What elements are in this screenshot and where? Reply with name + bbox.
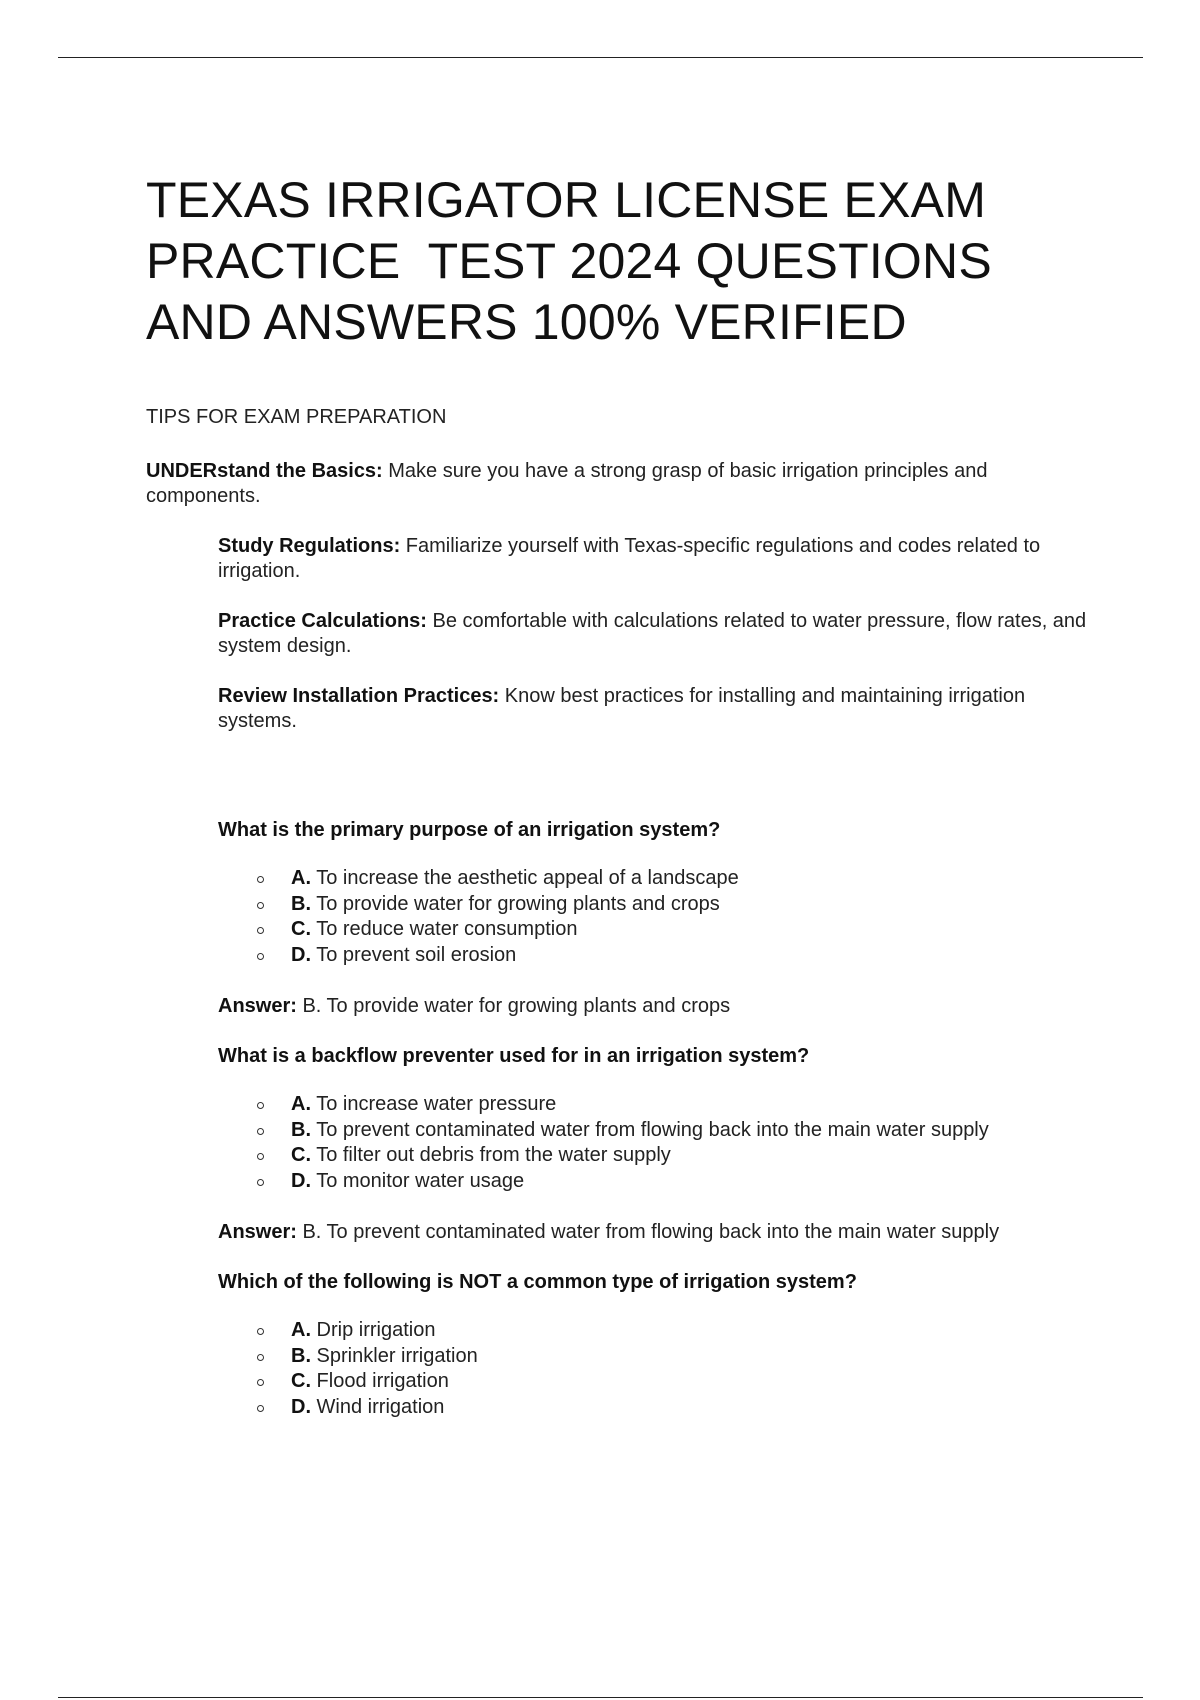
bottom-rule — [58, 1697, 1143, 1698]
option-text: To reduce water consumption — [311, 918, 578, 940]
circle-bullet-icon — [257, 927, 264, 934]
option-text: Drip irrigation — [311, 1319, 436, 1341]
option-letter: A. — [291, 867, 311, 889]
option-letter: D. — [291, 1169, 311, 1192]
option-letter: C. — [291, 1370, 311, 1392]
circle-bullet-icon — [257, 1379, 264, 1386]
question-1-answer — [218, 994, 730, 1019]
option-text: To provide water for growing plants and crops — [311, 892, 720, 915]
option-letter: B. — [291, 1344, 311, 1367]
answer-text: B. To provide water for growing plants and crops — [296, 995, 731, 1017]
option-text: To prevent soil erosion — [311, 943, 517, 966]
option-item — [218, 1169, 989, 1195]
option-item — [218, 1318, 478, 1344]
circle-bullet-icon — [257, 953, 264, 960]
top-rule — [58, 57, 1143, 58]
option-letter: D. — [291, 1395, 311, 1418]
option-item — [218, 1118, 989, 1144]
option-letter: A. — [291, 1093, 311, 1115]
tip-practice-calculations — [218, 609, 1108, 659]
tip-understand-basics — [146, 459, 1106, 509]
tip-review-installation — [218, 684, 1108, 734]
option-text: Flood irrigation — [311, 1370, 449, 1392]
circle-bullet-icon — [257, 1128, 264, 1135]
tip-label: Practice Calculations: — [218, 610, 427, 632]
option-letter: C. — [291, 918, 311, 940]
option-text: To filter out debris from the water supply — [311, 1144, 671, 1166]
option-item — [218, 1369, 478, 1395]
option-item — [218, 1092, 989, 1118]
circle-bullet-icon — [257, 876, 264, 883]
question-2: What is a backflow preventer used for in an irrigation system? — [218, 1045, 810, 1067]
circle-bullet-icon — [257, 902, 264, 909]
option-item — [218, 943, 739, 969]
option-item — [218, 1143, 989, 1169]
option-text: To prevent contaminated water from flowing back into the main water supply — [311, 1118, 989, 1141]
option-item — [218, 866, 739, 892]
tip-text: Familiarize yourself with Texas-specific regulations and codes related to irrigation. — [218, 535, 1041, 582]
tip-label: Study Regulations: — [218, 535, 401, 557]
question-3-options — [218, 1318, 478, 1420]
question-3: Which of the following is NOT a common type of irrigation system? — [218, 1271, 857, 1293]
option-letter: D. — [291, 943, 311, 966]
option-item — [218, 892, 739, 918]
option-letter: C. — [291, 1144, 311, 1166]
question-2-answer — [218, 1220, 999, 1245]
option-text: To increase water pressure — [311, 1093, 557, 1115]
question-1-options — [218, 866, 739, 968]
option-text: To increase the aesthetic appeal of a landscape — [311, 867, 739, 889]
tip-label: Review Installation Practices: — [218, 685, 500, 707]
answer-label: Answer: — [218, 995, 297, 1017]
tip-study-regulations — [218, 534, 1108, 584]
answer-text: B. To prevent contaminated water from flowing back into the main water supply — [296, 1221, 1000, 1243]
circle-bullet-icon — [257, 1179, 264, 1186]
question-1: What is the primary purpose of an irrigation system? — [218, 819, 721, 841]
tip-text: Know best practices for installing and maintaining irrigation systems. — [218, 685, 1026, 732]
question-2-options — [218, 1092, 989, 1194]
option-item — [218, 1344, 478, 1370]
option-text: To monitor water usage — [311, 1169, 525, 1192]
option-text: Sprinkler irrigation — [311, 1344, 478, 1367]
circle-bullet-icon — [257, 1328, 264, 1335]
tip-text: Make sure you have a strong grasp of basic irrigation principles and components. — [146, 460, 988, 507]
circle-bullet-icon — [257, 1354, 264, 1361]
option-text: Wind irrigation — [311, 1395, 445, 1418]
option-letter: A. — [291, 1319, 311, 1341]
circle-bullet-icon — [257, 1405, 264, 1412]
tip-text: Be comfortable with calculations related to water pressure, flow rates, and system design. — [218, 610, 1087, 657]
circle-bullet-icon — [257, 1153, 264, 1160]
answer-label: Answer: — [218, 1221, 297, 1243]
document-title: TEXAS IRRIGATOR LICENSE EXAM PRACTICE TEST 2024 QUESTIONS AND ANSWERS 100% VERIFIED — [146, 172, 992, 350]
option-item — [218, 917, 739, 943]
tip-label: UNDERstand the Basics: — [146, 460, 383, 482]
section-heading: TIPS FOR EXAM PREPARATION — [146, 406, 447, 428]
option-letter: B. — [291, 892, 311, 915]
option-letter: B. — [291, 1118, 311, 1141]
circle-bullet-icon — [257, 1102, 264, 1109]
option-item — [218, 1395, 478, 1421]
